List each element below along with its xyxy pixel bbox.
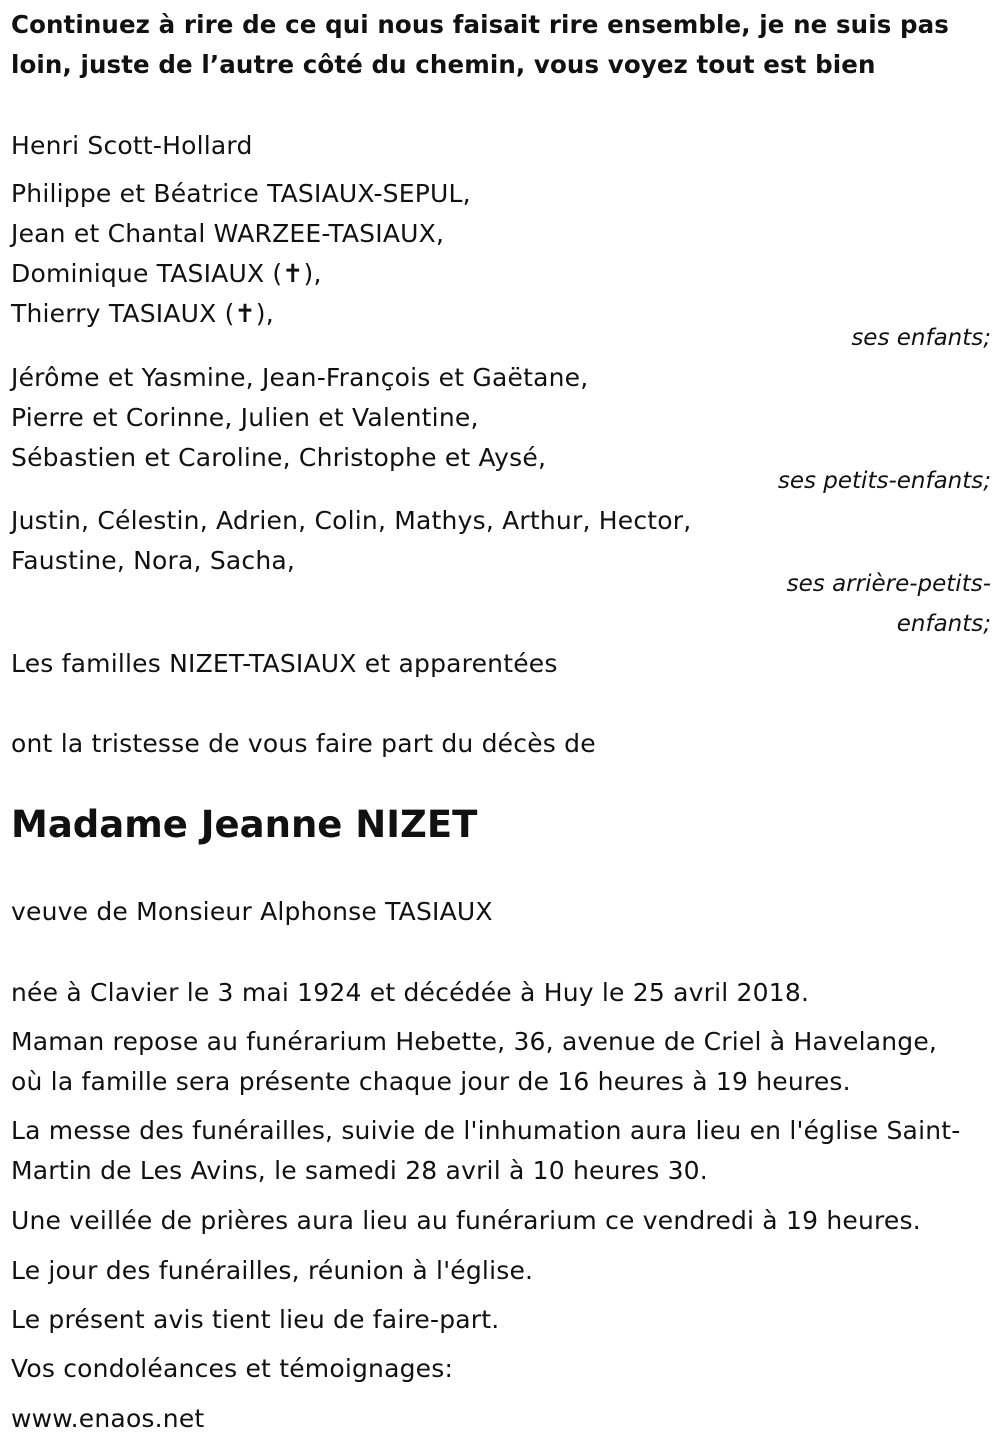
vigil-line: Une veillée de prières aura lieu au funérarium ce vendredi à 19 heures. — [11, 1206, 921, 1235]
families-line: Les familles NIZET-TASIAUX et apparentées — [11, 649, 558, 678]
mass-line-2: Martin de Les Avins, le samedi 28 avril à 10 heures 30. — [11, 1156, 708, 1185]
born-died-line: née à Clavier le 3 mai 1924 et décédée à Huy le 25 avril 2018. — [11, 978, 810, 1007]
grandchildren-line-3: Sébastien et Caroline, Christophe et Aysé, — [11, 443, 547, 472]
quote-line-2: loin, juste de l’autre côté du chemin, vous voyez tout est bien — [11, 50, 876, 79]
children-line-1: Philippe et Béatrice TASIAUX-SEPUL, — [11, 179, 471, 208]
condolences-line: Vos condoléances et témoignages: — [11, 1354, 454, 1383]
great-grandchildren-role-1: ses arrière-petits- — [786, 571, 991, 597]
deceased-name: Madame Jeanne NIZET — [11, 803, 478, 846]
grandchildren-line-2: Pierre et Corinne, Julien et Valentine, — [11, 403, 479, 432]
great-grandchildren-line-1: Justin, Célestin, Adrien, Colin, Mathys, Arthur, Hector, — [11, 506, 692, 535]
widow-of-line: veuve de Monsieur Alphonse TASIAUX — [11, 897, 493, 926]
website-link[interactable]: www.enaos.net — [11, 1404, 205, 1433]
notice-line: Le présent avis tient lieu de faire-part. — [11, 1305, 500, 1334]
quote-author: Henri Scott-Hollard — [11, 131, 253, 160]
children-line-2: Jean et Chantal WARZEE-TASIAUX, — [11, 219, 445, 248]
grandchildren-role: ses petits-enfants; — [777, 468, 991, 494]
funerarium-line-1: Maman repose au funérarium Hebette, 36, avenue de Criel à Havelange, — [11, 1027, 938, 1056]
great-grandchildren-line-2: Faustine, Nora, Sacha, — [11, 546, 296, 575]
children-line-4: Thierry TASIAUX (✝), — [11, 299, 274, 328]
great-grandchildren-role-2: enfants; — [896, 611, 991, 637]
quote-line-1: Continuez à rire de ce qui nous faisait rire ensemble, je ne suis pas — [11, 10, 949, 39]
mass-line-1: La messe des funérailles, suivie de l'inhumation aura lieu en l'église Saint- — [11, 1116, 961, 1145]
children-line-3: Dominique TASIAUX (✝), — [11, 259, 322, 288]
grandchildren-line-1: Jérôme et Yasmine, Jean-François et Gaëtane, — [11, 363, 589, 392]
funerarium-line-2: où la famille sera présente chaque jour de 16 heures à 19 heures. — [11, 1067, 851, 1096]
children-role: ses enfants; — [851, 325, 991, 351]
announcement-line: ont la tristesse de vous faire part du décès de — [11, 729, 596, 758]
meeting-line: Le jour des funérailles, réunion à l'église. — [11, 1256, 534, 1285]
